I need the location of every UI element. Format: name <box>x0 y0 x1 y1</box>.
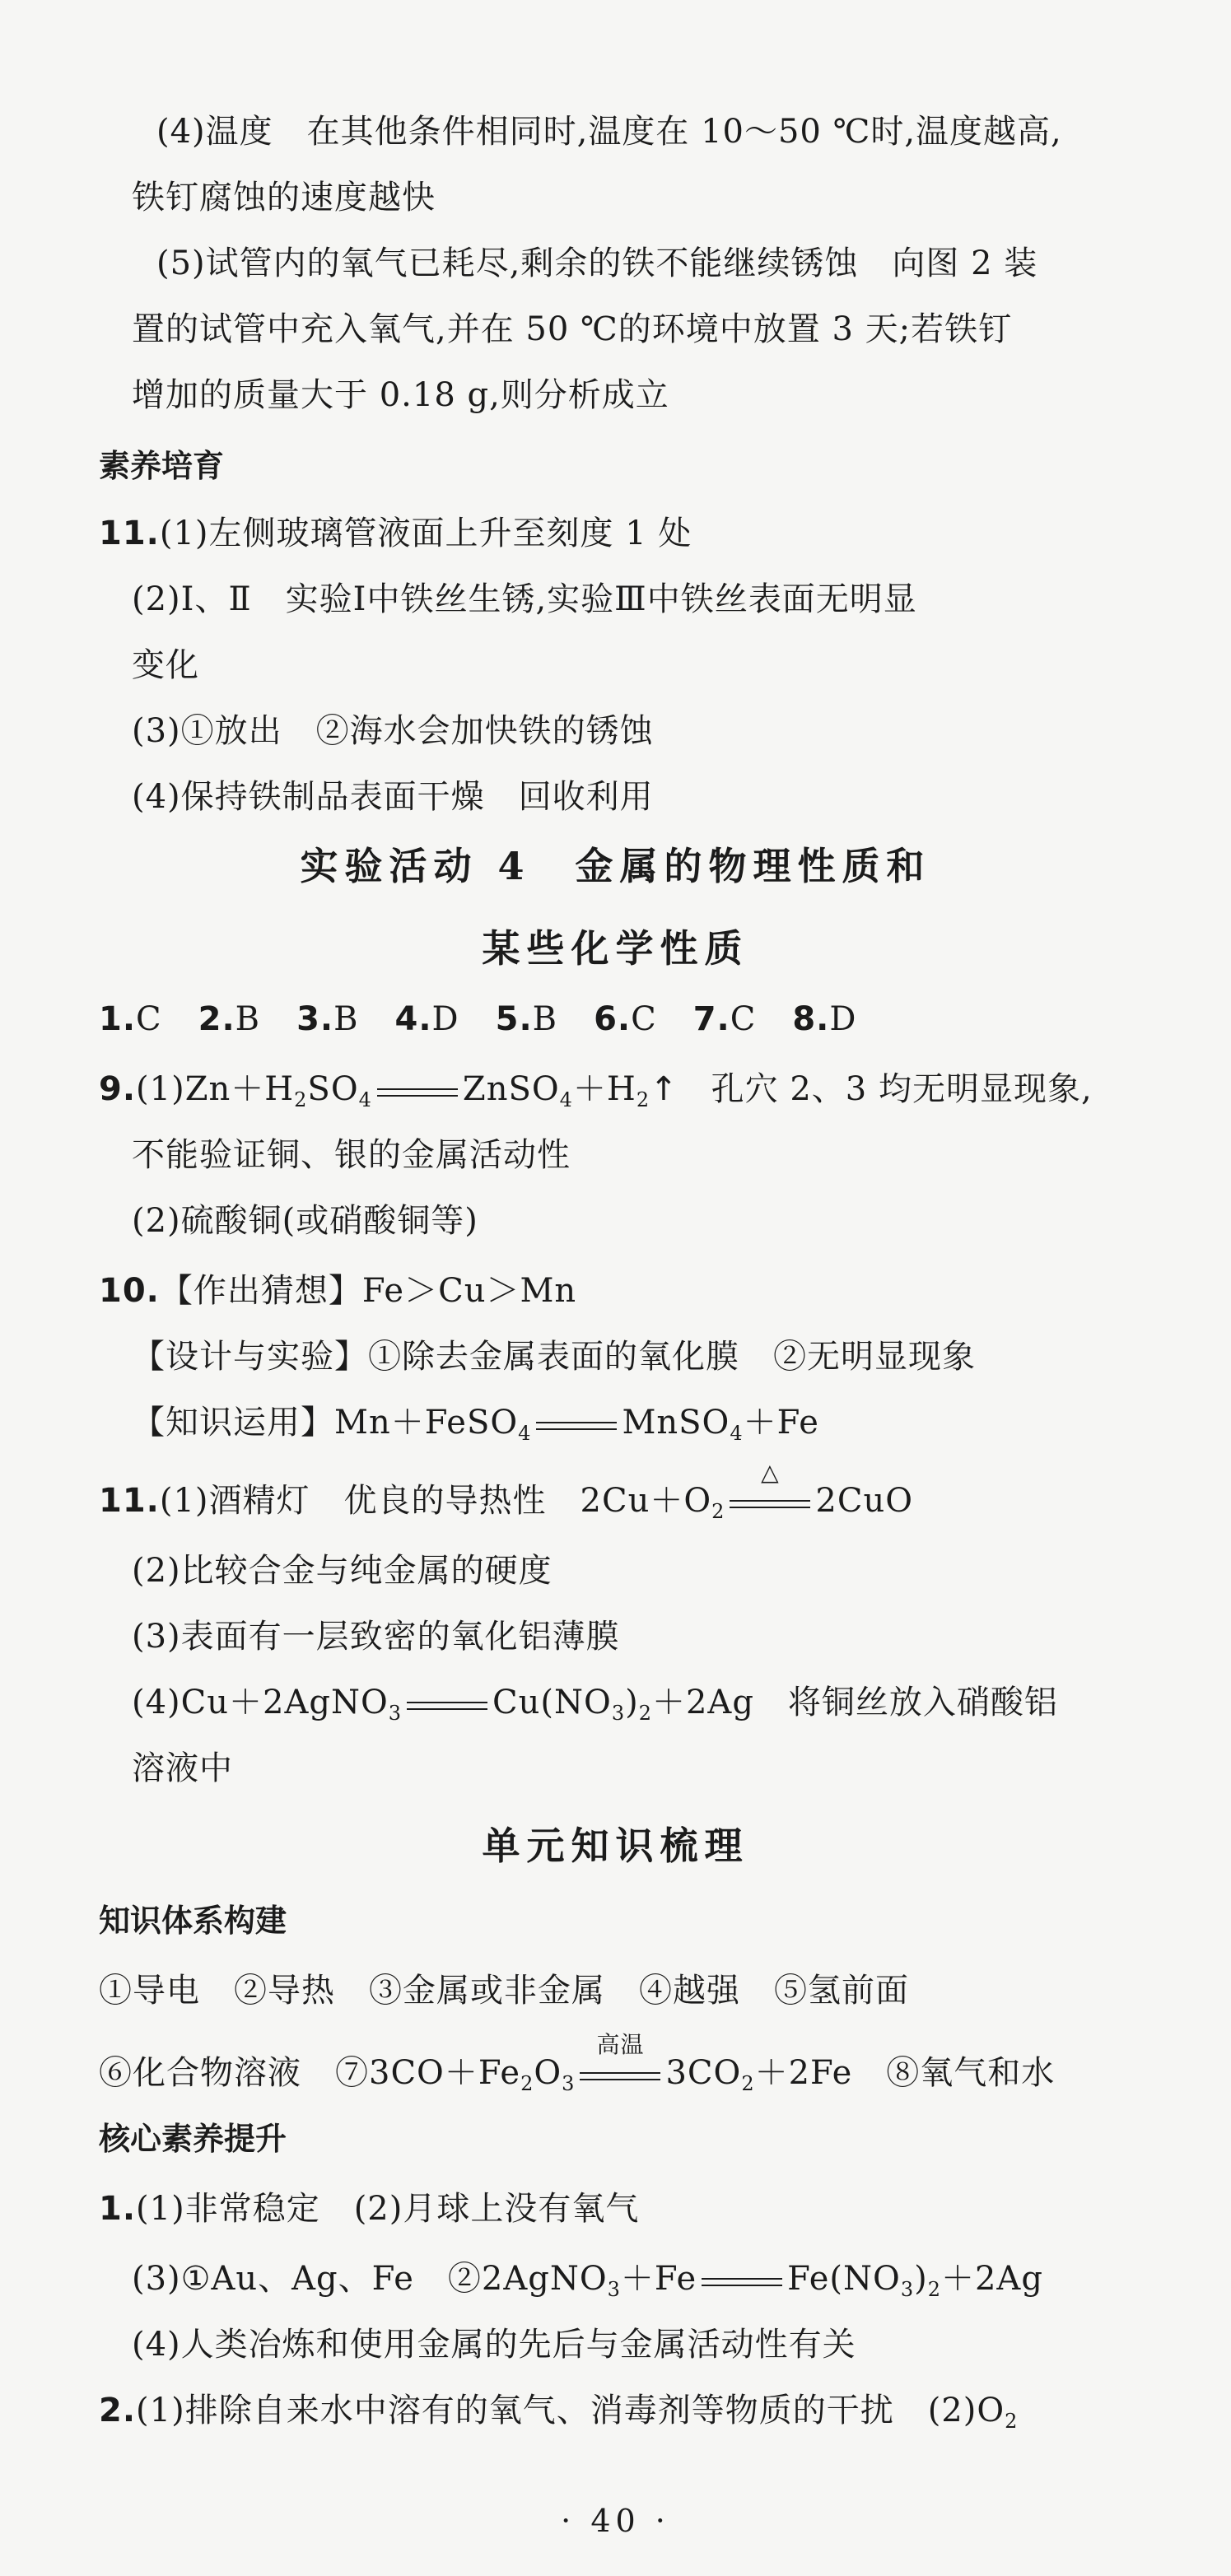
question-number: 2. <box>99 2392 137 2429</box>
page-number: · 40 · <box>561 2503 670 2539</box>
question-number: 5. <box>495 1000 533 1038</box>
text-line: 不能验证铜、银的金属活动性 <box>132 1136 571 1174</box>
equals-sign <box>531 1409 622 1442</box>
equals-sign <box>575 2031 665 2092</box>
answer-line <box>99 2186 639 2232</box>
question-number: 3. <box>296 1000 334 1038</box>
text-line: (4)保持铁制品表面干燥 回收利用 <box>132 778 654 816</box>
text-line: (3)表面有一层致密的氧化铝薄膜 <box>132 1618 620 1656</box>
answer-text: ＋2Ag 将铜丝放入硝酸铝 <box>651 1684 1058 1721</box>
subscript: 3 <box>388 1702 403 1725</box>
answer-text: (3)①Au、Ag、Fe ②2AgNO <box>132 2260 608 2298</box>
answer-text: (1)排除自来水中溶有的氧气、消毒剂等物质的干扰 (2)O <box>136 2392 1005 2429</box>
question-number: 1. <box>99 2190 137 2228</box>
section-heading: 知识体系构建 <box>99 1903 287 1939</box>
text-line <box>132 1400 819 1456</box>
high-temp-condition: 高温 <box>596 2031 645 2058</box>
subscript: 2 <box>711 1500 725 1523</box>
subscript: 3 <box>607 2278 621 2301</box>
answer-line <box>99 2387 1018 2444</box>
text-line: 溶液中 <box>132 1749 233 1787</box>
text-line: (5)试管内的氧气已耗尽,剩余的铁不能继续锈蚀 向图 2 装 <box>156 245 1038 282</box>
question-number: 11. <box>99 1482 160 1520</box>
answer-text: ZnSO <box>462 1070 560 1108</box>
choice-answer: B <box>333 1000 359 1038</box>
subscript: 4 <box>559 1088 573 1111</box>
answer-text: ) <box>625 1684 639 1721</box>
question-number: 11. <box>99 515 160 552</box>
subscript: 4 <box>518 1422 532 1445</box>
equals-sign <box>402 1689 492 1721</box>
section-title: 单元知识梳理 <box>482 1824 749 1868</box>
answer-text: 【作出猜想】Fe＞Cu＞Mn <box>159 1272 577 1310</box>
answer-text: 3CO <box>665 2054 742 2092</box>
subscript: 2 <box>638 1702 652 1725</box>
choice-answer: C <box>631 1000 657 1038</box>
choice-answer: D <box>431 1000 459 1038</box>
answer-text: ) <box>914 2260 928 2298</box>
gas-arrow-icon: ↑ <box>650 1070 678 1108</box>
subscript: 4 <box>730 1422 744 1445</box>
text-line: 置的试管中充入氧气,并在 50 ℃的环境中放置 3 天;若铁钉 <box>132 310 1013 348</box>
section-heading: 核心素养提升 <box>99 2121 287 2157</box>
answer-text: ＋Fe <box>620 2260 697 2298</box>
answer-text: Fe(NO <box>787 2260 901 2298</box>
answer-text: ＋2Ag <box>940 2260 1043 2298</box>
answer-line <box>99 510 692 557</box>
choice-answer: B <box>235 1000 261 1038</box>
mc-answers <box>99 996 893 1042</box>
subscript: 2 <box>520 2072 534 2095</box>
subscript: 2 <box>1005 2410 1019 2433</box>
heat-condition: △ <box>761 1459 780 1486</box>
subscript: 2 <box>636 1088 650 1111</box>
answer-text: (1)酒精灯 优良的导热性 2Cu＋O <box>159 1482 712 1520</box>
text-line: (2)硫酸铜(或硝酸铜等) <box>132 1202 478 1240</box>
question-number: 4. <box>394 1000 432 1038</box>
answer-text: (1)Zn＋H <box>136 1070 295 1108</box>
subscript: 4 <box>358 1088 372 1111</box>
answer-text: SO <box>307 1070 359 1108</box>
subscript: 3 <box>900 2278 915 2301</box>
choice-answer: C <box>730 1000 757 1038</box>
text-line: (2)比较合金与纯金属的硬度 <box>132 1552 553 1590</box>
text-line: ①导电 ②导热 ③金属或非金属 ④越强 ⑤氢前面 <box>99 1972 909 2010</box>
answer-text: 2CuO <box>815 1482 914 1520</box>
answer-text: 孔穴 2、3 均无明显现象, <box>711 1070 1093 1108</box>
answer-text: ＋2Fe ⑧氧气和水 <box>754 2054 1056 2092</box>
answer-text: Cu(NO <box>492 1684 612 1721</box>
answer-text: (4)Cu＋2AgNO <box>132 1684 389 1721</box>
section-title: 某些化学性质 <box>482 926 749 971</box>
answer-text: ＋Fe <box>743 1404 819 1442</box>
choice-answer: C <box>136 1000 162 1038</box>
subscript: 2 <box>294 1088 308 1111</box>
question-number: 8. <box>792 1000 830 1038</box>
subscript: 2 <box>741 2072 755 2095</box>
text-line <box>132 1679 1058 1736</box>
question-number: 2. <box>198 1000 235 1038</box>
section-title: 实验活动 4 金属的物理性质和 <box>300 844 931 888</box>
answer-line <box>99 1066 1093 1123</box>
answer-text: (1)左侧玻璃管液面上升至刻度 1 处 <box>159 515 692 552</box>
text-line: (4)温度 在其他条件相同时,温度在 10～50 ℃时,温度越高, <box>156 113 1062 151</box>
question-number: 7. <box>692 1000 730 1038</box>
text-line: (4)人类冶炼和使用金属的先后与金属活动性有关 <box>132 2326 856 2364</box>
question-number: 10. <box>99 1272 160 1310</box>
choice-answer: D <box>829 1000 857 1038</box>
text-line <box>132 2256 1043 2313</box>
text-line <box>99 2031 1056 2107</box>
text-line: 变化 <box>132 646 199 684</box>
answer-text: ⑥化合物溶液 ⑦3CO＋Fe <box>99 2054 521 2092</box>
answer-text: (1)非常稳定 (2)月球上没有氧气 <box>136 2190 640 2228</box>
subscript: 2 <box>927 2278 941 2301</box>
answer-line <box>99 1459 914 1535</box>
answer-line <box>99 1268 576 1314</box>
text-line: 【设计与实验】①除去金属表面的氧化膜 ②无明显现象 <box>132 1338 976 1376</box>
text-line: (2)Ⅰ、Ⅱ 实验Ⅰ中铁丝生锈,实验Ⅲ中铁丝表面无明显 <box>132 580 917 618</box>
answer-text: O <box>534 2054 562 2092</box>
question-number: 1. <box>99 1000 137 1038</box>
section-heading: 素养培育 <box>99 448 225 484</box>
answer-text: 【知识运用】Mn＋FeSO <box>132 1404 519 1442</box>
subscript: 3 <box>611 1702 626 1725</box>
subscript: 3 <box>562 2072 576 2095</box>
equals-sign <box>372 1075 463 1108</box>
question-number: 9. <box>99 1070 137 1108</box>
text-line: 铁钉腐蚀的速度越快 <box>132 179 436 217</box>
question-number: 6. <box>594 1000 632 1038</box>
answer-text: MnSO <box>622 1404 730 1442</box>
text-line: 增加的质量大于 0.18 g,则分析成立 <box>132 376 669 414</box>
text-line: (3)①放出 ②海水会加快铁的锈蚀 <box>132 712 654 750</box>
equals-sign <box>725 1459 815 1520</box>
equals-sign <box>697 2265 787 2298</box>
choice-answer: B <box>532 1000 558 1038</box>
answer-text: ＋H <box>572 1070 636 1108</box>
